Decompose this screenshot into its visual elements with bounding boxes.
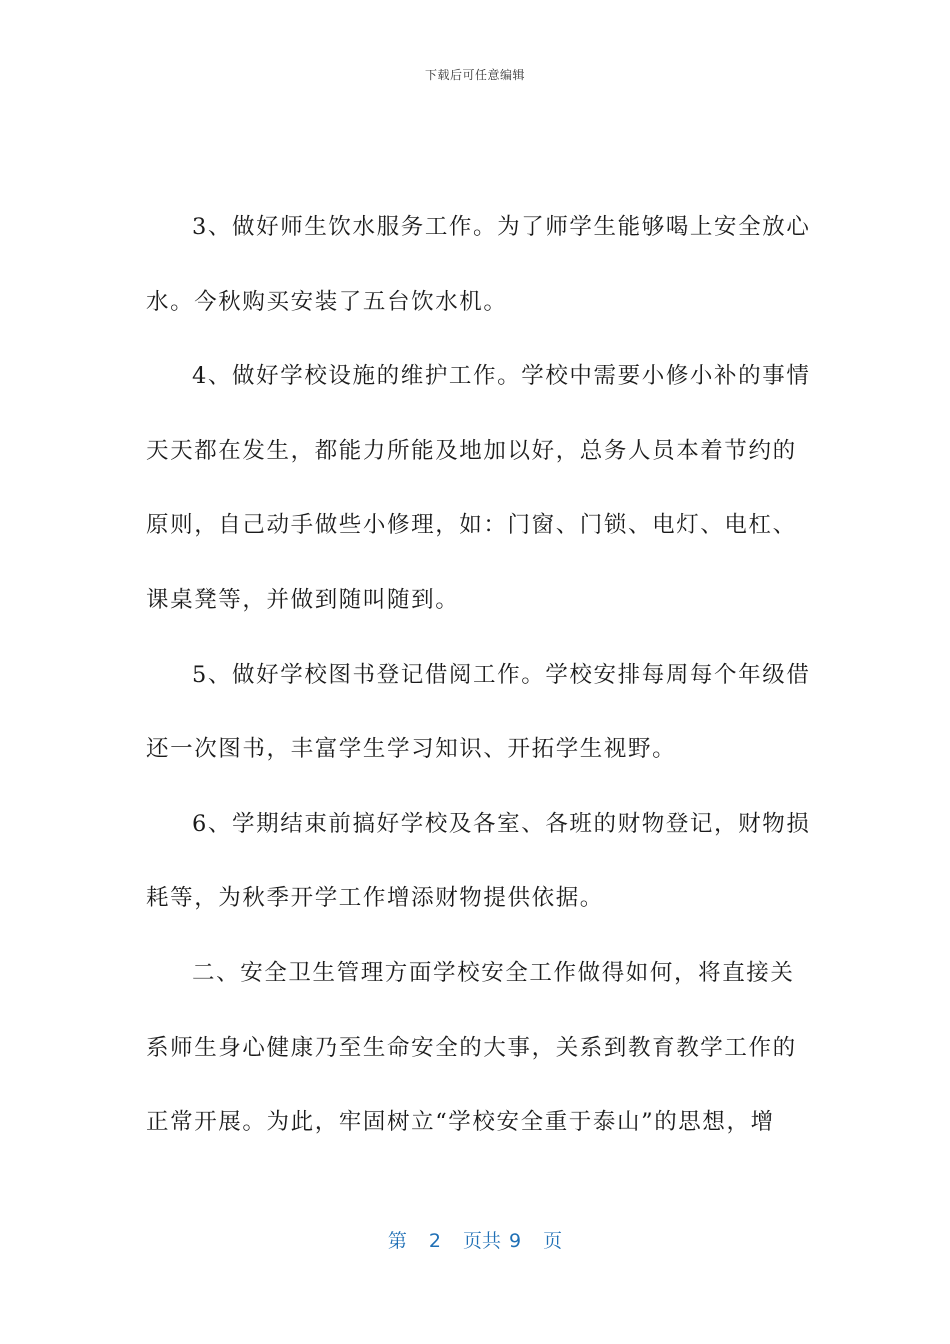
text-line: 课桌凳等，并做到随叫随到。: [146, 586, 460, 613]
text-line: 原则，自己动手做些小修理，如：门窗、门锁、电灯、电杠、: [146, 512, 797, 539]
text-line: 耗等，为秋季开学工作增添财物提供依据。: [146, 885, 604, 912]
text-line: 系师生身心健康乃至生命安全的大事，关系到教育教学工作的: [146, 1034, 797, 1061]
text-line: 4、做好学校设施的维护工作。学校中需要小修小补的事情: [192, 363, 811, 390]
text-line: 天天都在发生，都能力所能及地加以好，总务人员本着节约的: [146, 437, 797, 464]
text-line: 正常开展。为此，牢固树立“学校安全重于泰山”的思想，增: [146, 1109, 775, 1136]
text-line: 水。今秋购买安装了五台饮水机。: [146, 288, 508, 315]
page-footer: [0, 1226, 950, 1253]
text-line: 二、安全卫生管理方面学校安全工作做得如何，将直接关: [192, 959, 795, 986]
text-line: 3、做好师生饮水服务工作。为了师学生能够喝上安全放心: [192, 214, 811, 240]
page-label-middle: 页共: [462, 1230, 501, 1252]
text-line: 6、学期结束前搞好学校及各室、各班的财物登记，财物损: [192, 810, 811, 837]
text-line: 还一次图书，丰富学生学习知识、开拓学生视野。: [146, 736, 677, 763]
total-pages-number: 9: [509, 1230, 522, 1252]
current-page-number: 2: [428, 1230, 441, 1252]
page-label-suffix: 页: [543, 1230, 563, 1252]
document-body: [146, 190, 816, 1160]
text-line: 5、做好学校图书登记借阅工作。学校安排每周每个年级借: [192, 661, 811, 688]
page-label-prefix: 第: [387, 1230, 407, 1252]
header-note: 下载后可任意编辑: [424, 68, 525, 82]
